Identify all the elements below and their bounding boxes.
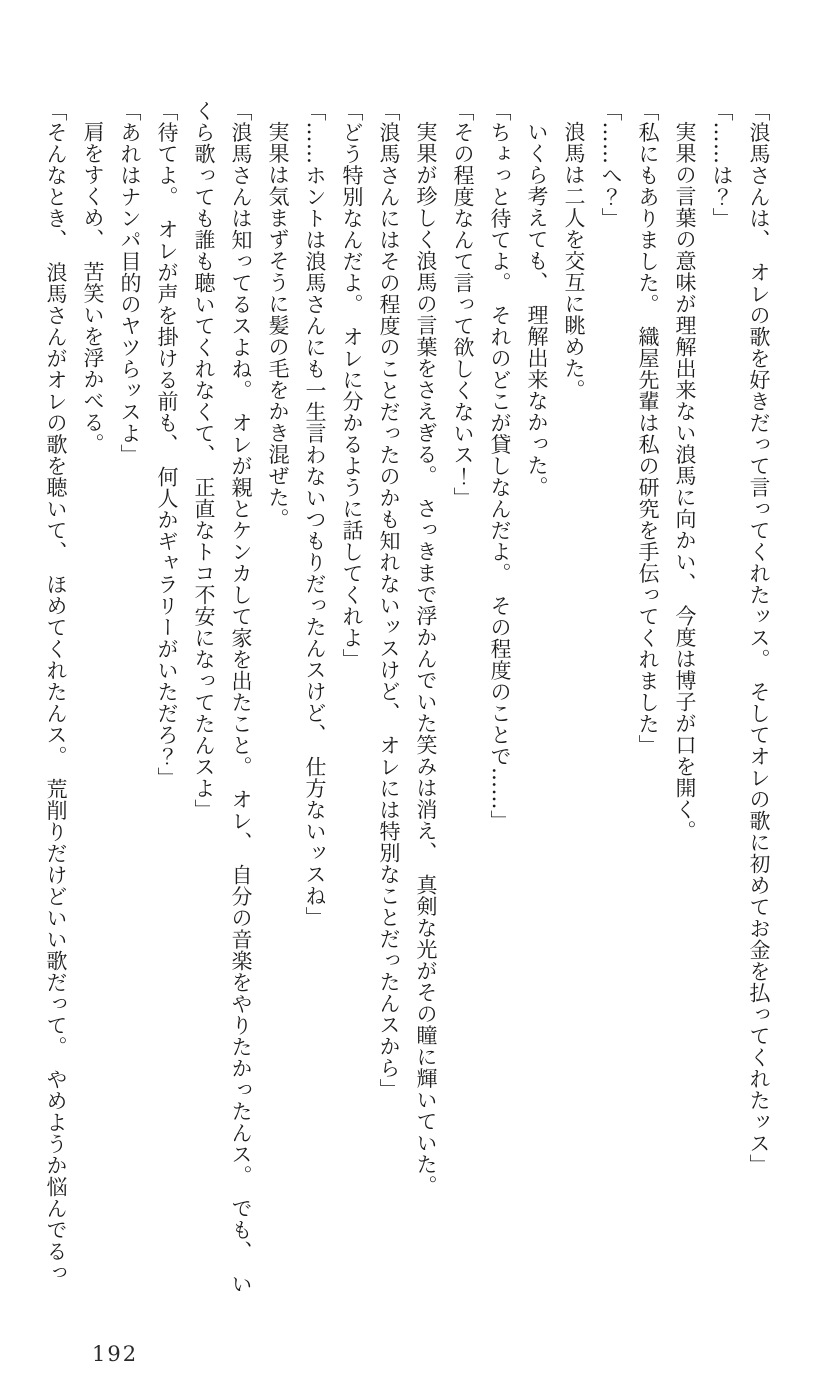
text-line: 浪馬は二人を交互に眺めた。	[562, 121, 586, 401]
text-line: 「……へ？」	[599, 100, 623, 229]
text-line: 「どう特別なんだよ。 オレに分かるように話してくれよ」	[340, 100, 364, 670]
text-line: 「その程度なんて言って欲しくないス！」	[451, 100, 475, 509]
text-line: 実果は気まずそうに髪の毛をかき混ぜた。	[266, 121, 290, 530]
vertical-text-block	[37, 100, 777, 1340]
text-line: くら歌っても誰も聴いてくれなくて、 正直なトコ不安になってたんスよ」	[192, 100, 216, 821]
text-line: 「……ホントは浪馬さんにも一生言わないつもりだったんスけど、 仕方ないッスね」	[303, 100, 327, 928]
text-line: 「浪馬さんにはその程度のことだったのかも知れないッスけど、 オレには特別なことだったんスから」	[377, 100, 401, 1100]
text-line: 「浪馬さんは、 オレの歌を好きだって言ってくれたッス。 そしてオレの歌に初めてお金を払ってくれたッス」	[747, 100, 771, 1176]
text-line: 「そんなとき、 浪馬さんがオレの歌を聴いて、 ほめてくれたんス。 荒削りだけどいい歌だって。 やめようか悩んでるっ	[44, 100, 68, 1284]
text-line: 「……は？」	[710, 100, 734, 229]
text-line: 「浪馬さんは知ってるスよね。 オレが親とケンカして家を出たこと。 オレ、 自分の音楽をやりたかったんス。 でも、 い	[229, 100, 253, 1295]
text-line: 肩をすくめ、 苦笑いを浮かべる。	[81, 121, 105, 455]
page-number: 192	[92, 1342, 139, 1366]
text-line: 「待てよ。 オレが声を掛ける前も、 何人かギャラリーがいただろ？」	[155, 100, 179, 789]
text-line: 実果が珍しく浪馬の言葉をさえぎる。 さっきまで浮かんでいた笑みは消え、 真剣な光がその瞳に輝いていた。	[414, 121, 438, 1197]
text-line: 実果の言葉の意味が理解出来ない浪馬に向かい、 今度は博子が口を開く。	[673, 121, 697, 842]
text-line: 「ちょっと待てよ。 それのどこが貸しなんだよ。 その程度のことで……」	[488, 100, 512, 832]
text-line: 「私にもありました。 織屋先輩は私の研究を手伝ってくれました」	[636, 100, 660, 756]
text-line: いくら考えても、 理解出来なかった。	[525, 121, 549, 498]
text-line: 「あれはナンパ目的のヤツらッスよ」	[118, 100, 142, 466]
